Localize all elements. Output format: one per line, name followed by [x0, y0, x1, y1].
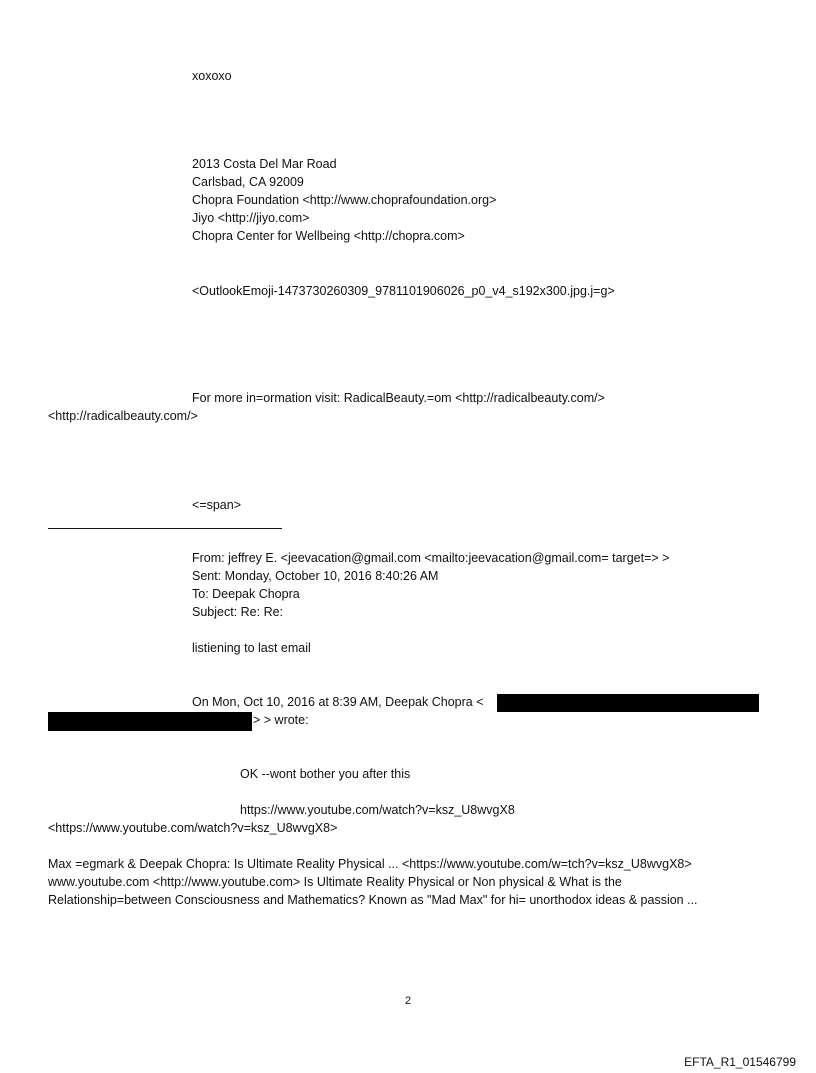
document-id: EFTA_R1_01546799 — [684, 1055, 796, 1069]
header-subject: Subject: Re: Re: — [192, 605, 284, 619]
reply-body: listiening to last email — [192, 641, 311, 655]
quote-intro-line-2: > > wrote: — [253, 713, 309, 727]
video-preview-line-2: www.youtube.com <http://www.youtube.com> Is Ultimate Reality Physical or Non physical & What is the — [48, 875, 622, 889]
jiyo-link[interactable]: Jiyo <http://jiyo.com> — [192, 211, 310, 225]
redaction-bar-2 — [48, 712, 252, 731]
redaction-bar-1 — [497, 694, 759, 712]
youtube-link-bracketed[interactable]: <https://www.youtube.com/watch?v=ksz_U8wvgX8> — [48, 821, 338, 835]
signoff: xoxoxo — [192, 69, 232, 83]
emoji-placeholder: <OutlookEmoji-1473730260309_9781101906026_p0_v4_s192x300.jpg.j=g> — [192, 284, 615, 298]
video-preview-line-1[interactable]: Max =egmark & Deepak Chopra: Is Ultimate Reality Physical ... <https://www.youtube.com/w=tch?v=ksz_U8wvgX8> — [48, 857, 692, 871]
quote-intro-line-1: On Mon, Oct 10, 2016 at 8:39 AM, Deepak Chopra < — [192, 695, 484, 709]
header-sent: Sent: Monday, October 10, 2016 8:40:26 AM — [192, 569, 439, 583]
quoted-ok-line: OK --wont bother you after this — [240, 767, 411, 781]
youtube-link[interactable]: https://www.youtube.com/watch?v=ksz_U8wvgX8 — [240, 803, 515, 817]
video-preview-line-3: Relationship=between Consciousness and Mathematics? Known as "Mad Max" for hi= unorthodox ideas & passion ... — [48, 893, 698, 907]
header-from: From: jeffrey E. <jeevacation@gmail.com <mailto:jeevacation@gmail.com= target=> > — [192, 551, 670, 565]
page-number: 2 — [404, 995, 412, 1007]
header-to: To: Deepak Chopra — [192, 587, 300, 601]
separator-line — [48, 528, 282, 529]
span-artifact: <=span> — [192, 498, 242, 512]
more-info-line-2[interactable]: <http://radicalbeauty.com/> — [48, 409, 198, 423]
more-info-line-1[interactable]: For more in=ormation visit: RadicalBeauty.=om <http://radicalbeauty.com/> — [192, 391, 605, 405]
foundation-link[interactable]: Chopra Foundation <http://www.choprafoundation.org> — [192, 193, 497, 207]
chopra-center-link[interactable]: Chopra Center for Wellbeing <http://chopra.com> — [192, 229, 465, 243]
address-line-1: 2013 Costa Del Mar Road — [192, 157, 337, 171]
address-line-2: Carlsbad, CA 92009 — [192, 175, 304, 189]
